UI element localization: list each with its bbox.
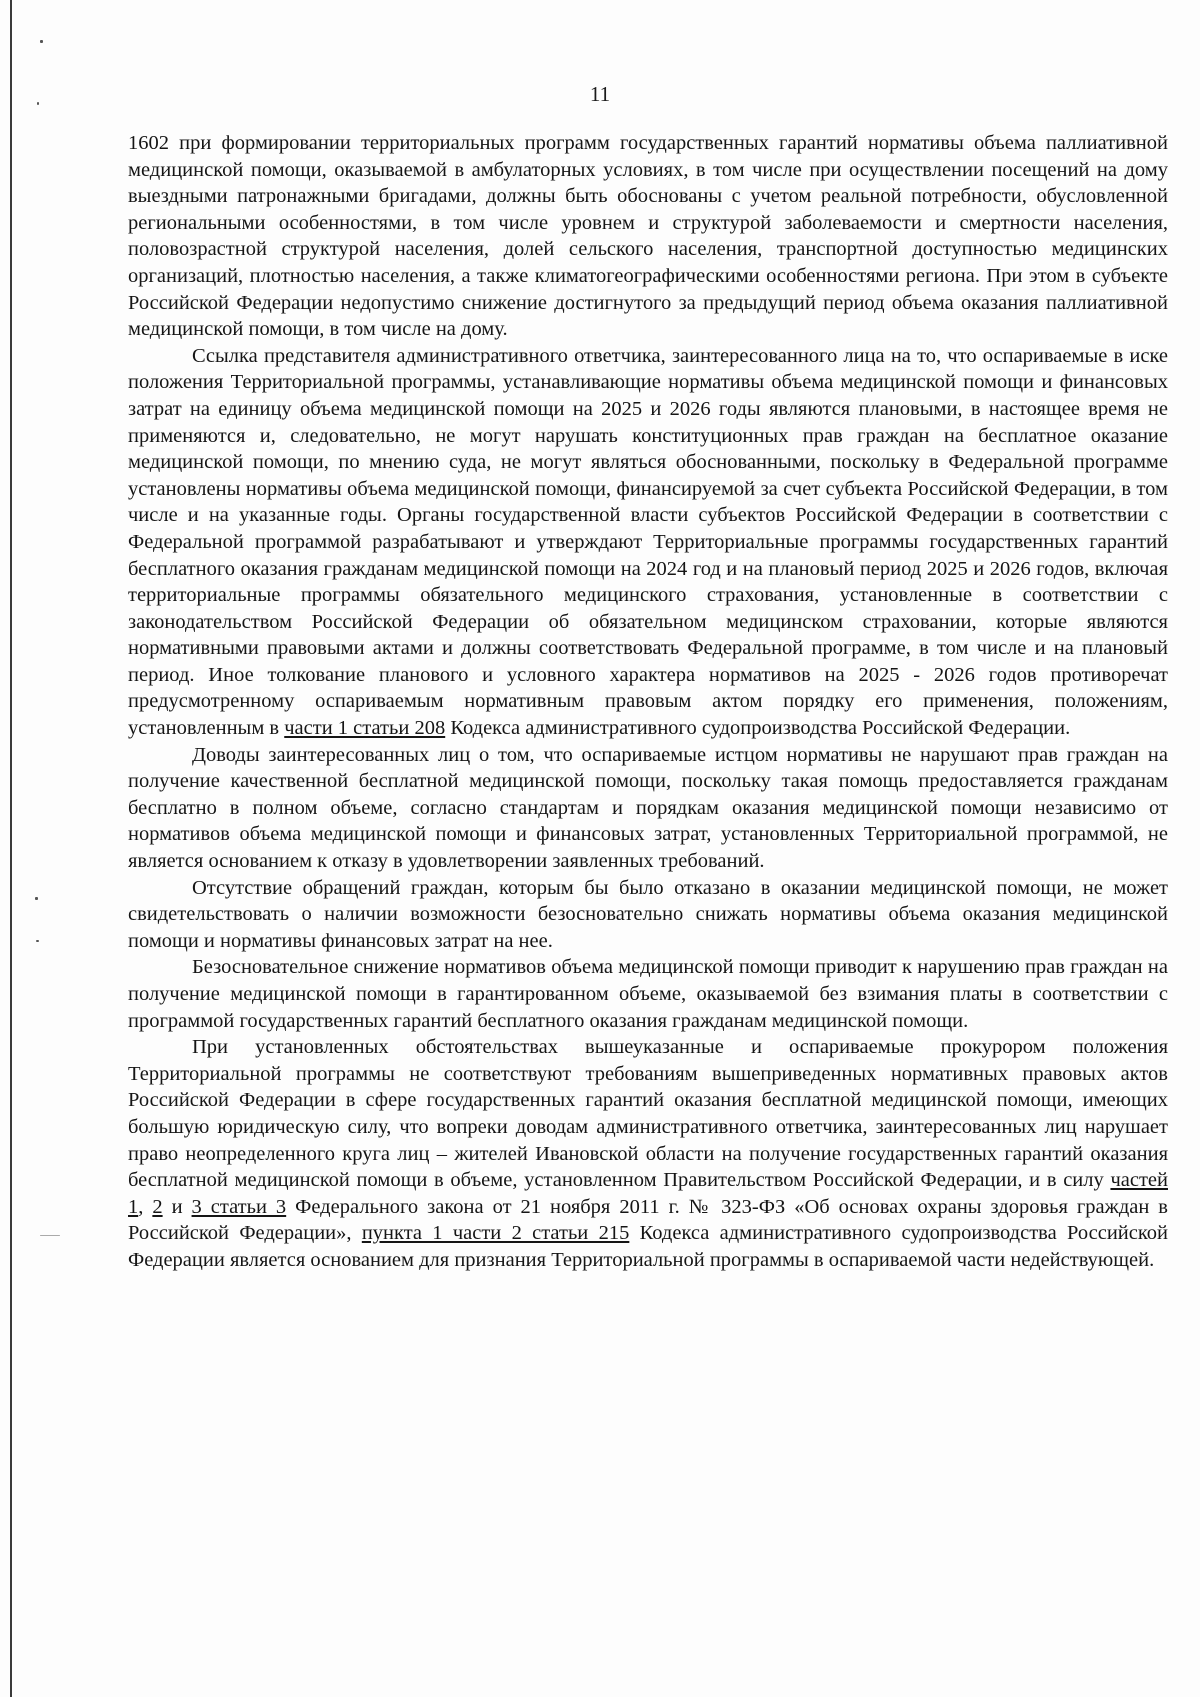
paragraph-text: Кодекса административного судопроизводства Российской Федерации является основанием для признания Территориальной программы в оспариваемой части недействующей. [128,1222,1168,1271]
scan-speck [40,1235,60,1236]
legal-reference-link[interactable]: частей 1 [128,1169,1168,1218]
paragraph-text: , [138,1195,153,1218]
legal-reference-link[interactable]: пункта 1 части 2 статьи 215 [361,1222,630,1245]
paragraph-text: Отсутствие обращений граждан, которым бы было отказано в оказании медицинской помощи, не может свидетельствовать о наличии возможности безосновательно снижать нормативы объема оказания медицинской помощи и нормативы финансовых затрат на нее. [128,876,1168,952]
legal-reference-link[interactable]: 3 статьи 3 [191,1195,287,1218]
paragraph-text: Доводы заинтересованных лиц о том, что оспариваемые истцом нормативы не нарушают прав граждан на получение качественной бесплатной медицинской помощи, поскольку такая помощь предоставляется гражданам бесплатно в полном объеме, согласно стандартам и порядкам оказания медицинской помощи независимо от нормативов объема медицинской помощи и финансовых затрат, установленных Территориальной программой, не является основанием к отказу в удовлетворении заявленных требований. [128,743,1168,873]
legal-reference-link[interactable]: части 1 статьи 208 [284,717,446,740]
page-number: 11 [589,82,611,106]
paragraph [128,130,1168,343]
paragraph [128,343,1168,742]
paragraph-text: и [162,1195,192,1218]
scan-speck [35,897,38,900]
paragraph [128,1034,1168,1273]
paragraph-text: Ссылка представителя административного ответчика, заинтересованного лица на то, что оспариваемые в иске положения Территориальной программы, устанавливающие нормативы объема медицинской помощи и финансовых затрат на единицу объема медицинской помощи на 2025 и 2026 годы являются плановыми, в настоящее время не применяются и, следовательно, не могут нарушать конституционных прав граждан на бесплатное оказание медицинской помощи, по мнению суда, не могут являться обоснованными, поскольку в Федеральной программе установлены нормативы объема медицинской помощи, финансируемой за счет субъекта Российской Федерации, в том числе и на указанные годы. Органы государственной власти субъектов Российской Федерации в соответствии с Федеральной программой разрабатывают и утверждают Территориальные программы государственных гарантий бесплатного оказания гражданам медицинской помощи на 2024 год и на плановый период 2025 и 2026 годов, включая территориальные программы обязательного медицинского страхования, установленные в соответствии с законодательством Российской Федерации об обязательном медицинском страховании, которые являются нормативными правовыми актами и должны соответствовать Федеральной программе, в том числе и на плановый период. Иное толкование планового и условного характера нормативов на 2025 - 2026 годов противоречат предусмотренному оспариваемым нормативным правовым актом порядку его применения, положениям, установленным в [128,344,1168,740]
scan-speck [36,940,39,942]
paragraph-text: Безосновательное снижение нормативов объема медицинской помощи приводит к нарушению прав граждан на получение медицинской помощи в гарантированном объеме, оказываемой без взимания платы в соответствии с программой государственных гарантий бесплатного оказания гражданам медицинской помощи. [128,956,1168,1032]
scan-specks [0,0,60,1697]
paragraph-text: Федерального закона от 21 ноября 2011 г. № 323-ФЗ «Об основах охраны здоровья граждан в Российской Федерации», [128,1195,1168,1245]
scan-speck [40,40,43,43]
paragraph [128,742,1168,875]
paragraph-text: Кодекса административного судопроизводства Российской Федерации. [445,717,1071,740]
paragraph [128,875,1168,955]
paragraph [128,954,1168,1034]
paragraph-text: 1602 при формировании территориальных программ государственных гарантий нормативы объема паллиативной медицинской помощи, оказываемой в амбулаторных условиях, в том числе при осуществлении посещений на дому выездными патронажными бригадами, должны быть обоснованы с учетом реальной потребности, обусловленной региональными особенностями, в том числе уровнем и структурой заболеваемости и смертности населения, половозрастной структурой населения, долей сельского населения, транспортной доступностью медицинских организаций, плотностью населения, а также климатогеографическими особенностями региона. При этом в субъекте Российской Федерации недопустимо снижение достигнутого за предыдущий период объема оказания паллиативной медицинской помощи, в том числе на дому. [128,132,1168,341]
legal-reference-link[interactable]: 2 [152,1195,163,1218]
document-body [128,130,1168,1274]
paragraph-text: При установленных обстоятельствах вышеуказанные и оспариваемые прокурором положения Территориальной программы не соответствуют требованиям вышеприведенных нормативных правовых актов Российской Федерации в сфере государственных гарантий оказания бесплатной медицинской помощи, имеющих большую юридическую силу, что вопреки доводам административного ответчика, заинтересованных лиц нарушает право неопределенного круга лиц – жителей Ивановской области на получение государственных гарантий оказания бесплатной медицинской помощи в объеме, установленном Правительством Российской Федерации, и в силу [128,1036,1168,1192]
